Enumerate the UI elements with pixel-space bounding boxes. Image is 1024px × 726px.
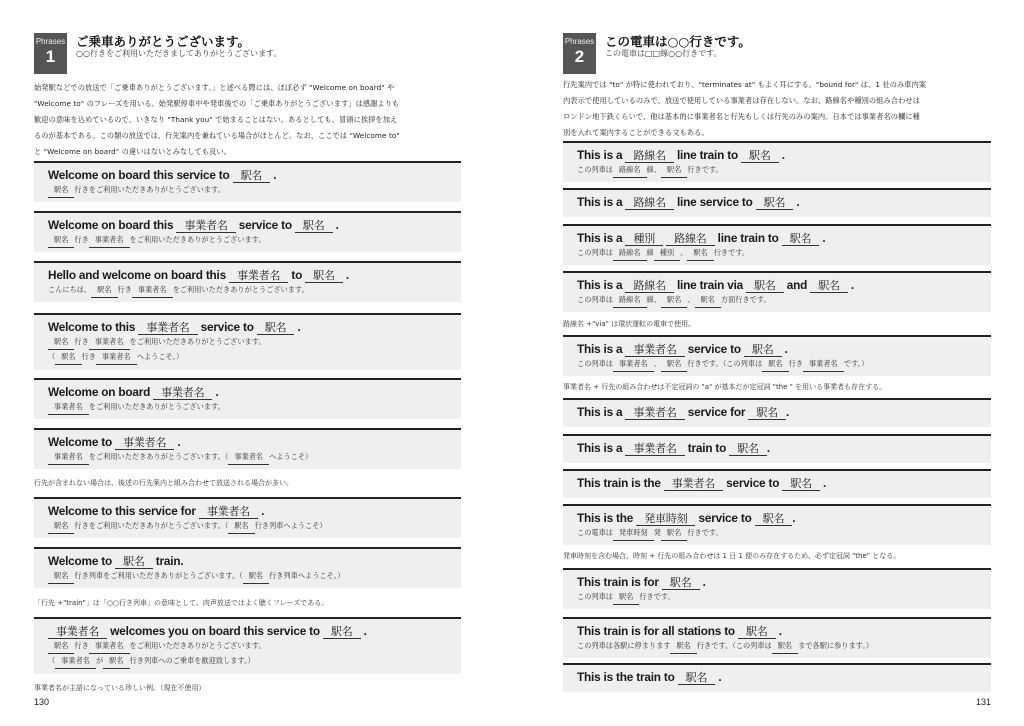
phrase-text: This train is for all stations to: [577, 624, 739, 638]
phrase-text: .: [819, 476, 827, 490]
placeholder-blank: 事業者名: [89, 639, 130, 654]
intro-line: るのが基本である。この類の放送では、行先案内を兼ねている場合がほとんど。なお、ここでは "Welcome to": [34, 131, 400, 140]
japanese-translation: [577, 590, 991, 605]
japanese-translation: [48, 350, 461, 365]
phrase-text: service to: [723, 476, 783, 490]
phrase-text: 行きです。（この列車は: [687, 359, 763, 368]
placeholder-blank: 事業者名: [115, 436, 174, 450]
english-phrase: [577, 624, 991, 639]
phrase-entry: [563, 663, 991, 692]
placeholder-blank: 駅名: [661, 293, 687, 308]
placeholder-blank: 駅名: [305, 269, 343, 283]
placeholder-blank: 事業者名: [625, 442, 684, 456]
english-phrase: [48, 218, 461, 233]
phrase-text: Welcome on board this service to: [48, 168, 233, 182]
note: 事業者名 + 行先の組み合わせは不定冠詞の "a" が基本だが定冠詞 "the " を用いる事業者も存在する。: [563, 383, 887, 391]
placeholder-blank: 事業者名: [199, 505, 258, 519]
phrase-entry: [34, 547, 461, 588]
placeholder-blank: 路線名: [666, 232, 714, 246]
phrase-text: が: [95, 656, 104, 665]
placeholder-blank: 駅名: [661, 526, 687, 541]
intro-line: "Welcome to" のフレーズを用いる。始発駅停車中や発車後での「ご乗車ありがとうございます」は感謝よりも: [34, 99, 400, 108]
placeholder-blank: 駅名: [746, 279, 784, 293]
placeholder-blank: 駅名: [729, 442, 767, 456]
phrase-text: .: [775, 624, 782, 638]
phrase-text: to: [288, 268, 306, 282]
placeholder-blank: 発車時刻: [613, 526, 654, 541]
placeholder-blank: 路線名: [613, 163, 647, 178]
placeholder-blank: 路線名: [625, 149, 673, 163]
phrase-text: 行きです。: [687, 528, 723, 537]
phrase-text: 、: [653, 359, 661, 368]
placeholder-blank: 事業者名: [48, 400, 89, 415]
placeholder-blank: 駅名: [755, 512, 793, 526]
english-phrase: [577, 441, 991, 456]
phrase-subtitle: ○○行きをご利用いただきましてありがとうございます。: [76, 49, 282, 58]
phrase-text: 発: [653, 528, 661, 537]
placeholder-blank: 駅名: [762, 357, 788, 372]
note: 行先が含まれない場合は、後述の行先案内と組み合わせて放送される場合が多い。: [34, 479, 293, 487]
placeholder-blank: 事業者名: [229, 269, 288, 283]
placeholder-blank: 駅名: [48, 519, 74, 534]
english-phrase: [48, 385, 461, 400]
phrase-text: Welcome to this: [48, 320, 139, 334]
phrase-text: へようこそ）: [269, 452, 313, 461]
intro-line: と "Welcome on board" の違いはないとみなしても良い。: [34, 147, 231, 156]
placeholder-blank: 駅名: [687, 246, 713, 261]
english-phrase: [577, 342, 991, 357]
phrase-title: この電車は○○行きです。: [605, 34, 751, 49]
phrase-text: この列車は: [577, 592, 613, 601]
phrase-entry: [563, 398, 991, 427]
placeholder-blank: 事業者名: [664, 477, 723, 491]
phrase-text: This is a: [577, 441, 626, 455]
placeholder-blank: 駅名: [91, 283, 117, 298]
english-phrase: [48, 168, 461, 183]
phrase-text: 行き列車をご利用いただきありがとうございます。（: [74, 571, 243, 580]
placeholder-blank: 駅名: [613, 590, 639, 605]
note: 事業者名が主語になっている珍しい例。（現在不使用）: [34, 684, 206, 692]
phrase-text: 行き: [74, 235, 89, 244]
phrases-badge: [563, 33, 596, 74]
placeholder-blank: 発車時刻: [636, 512, 695, 526]
placeholder-blank: 路線名: [625, 279, 673, 293]
phrase-text: 行き: [117, 285, 132, 294]
phrase-text: service to: [235, 218, 295, 232]
phrase-text: 行きです。: [713, 248, 750, 257]
phrase-entry: [563, 568, 991, 609]
intro-line: 行先案内では "to" が特に使われており、"terminates at" もよく耳にする。"bound for" は、1 社のみ車内案: [563, 80, 927, 89]
placeholder-blank: 駅名: [738, 625, 776, 639]
japanese-translation: [577, 293, 991, 308]
placeholder-blank: 事業者名: [228, 450, 269, 465]
placeholder-blank: 駅名: [48, 233, 74, 248]
phrase-text: をご利用いただきありがとうございます。: [88, 402, 225, 411]
phrase-text: This is a: [577, 405, 626, 419]
phrase-subtitle: この電車は□□線○○行きです。: [605, 49, 722, 58]
phrase-text: line train to: [714, 231, 782, 245]
phrase-text: こんにちは、: [48, 285, 92, 294]
placeholder-blank: 駅名: [678, 671, 716, 685]
english-phrase: [577, 195, 991, 210]
placeholder-blank: 駅名: [756, 196, 794, 210]
intro-line: 始発駅などでの放送で「ご乗車ありがとうございます。」と述べる際には、ほぼ必ず "Welcome on board" や: [34, 83, 395, 92]
japanese-translation: [48, 519, 461, 534]
phrase-text: この列車は各駅に停まります: [577, 641, 671, 650]
phrase-text: この列車は: [577, 248, 613, 257]
phrase-text: をご利用いただきありがとうございます。: [129, 337, 266, 346]
phrase-text: 線、: [646, 295, 661, 304]
phrase-text: をご利用いただきありがとうございます。: [129, 235, 266, 244]
placeholder-blank: 駅名: [48, 639, 74, 654]
phrase-text: line service to: [673, 195, 756, 209]
placeholder-blank: 駅名: [741, 149, 779, 163]
phrase-text: .: [766, 441, 770, 455]
placeholder-blank: 駅名: [48, 335, 74, 350]
phrase-text: This train is the: [577, 476, 664, 490]
phrase-text: .: [785, 405, 790, 419]
phrase-text: .: [699, 575, 706, 589]
placeholder-blank: 駅名: [661, 357, 687, 372]
phrase-text: .: [332, 218, 339, 232]
placeholder-blank: 駅名: [295, 219, 333, 233]
placeholder-blank: 駅名: [115, 555, 153, 569]
placeholder-blank: 駅名: [782, 477, 820, 491]
placeholder-blank: 駅名: [744, 343, 782, 357]
phrase-text: をご利用いただきありがとうございます。（: [88, 452, 229, 461]
phrase-text: この列車は: [577, 295, 613, 304]
phrase-text: Welcome to this service for: [48, 504, 199, 518]
phrase-entry: [34, 261, 461, 302]
phrase-text: .: [778, 148, 785, 162]
placeholder-blank: 駅名: [810, 279, 848, 293]
japanese-translation: [48, 569, 461, 584]
phrase-entry: [563, 434, 991, 463]
japanese-translation: [577, 357, 991, 372]
phrase-text: この電車は: [577, 528, 613, 537]
phrase-entry: [34, 497, 461, 538]
phrase-entry: [563, 504, 991, 545]
badge-label: Phrases: [564, 37, 595, 46]
phrase-text: service to: [695, 511, 755, 525]
phrase-text: 行き: [788, 359, 803, 368]
phrase-text: .: [270, 168, 277, 182]
phrase-entry: [563, 617, 991, 658]
placeholder-blank: 駅名: [48, 569, 74, 584]
phrase-text: This is a: [577, 278, 626, 292]
placeholder-blank: 駅名: [695, 293, 721, 308]
phrase-text: この列車は: [577, 165, 613, 174]
phrase-text: をご利用いただきありがとうございます。: [172, 285, 309, 294]
badge-label: Phrases: [35, 37, 66, 46]
placeholder-blank: 駅名: [323, 625, 361, 639]
japanese-translation: [48, 639, 461, 654]
phrase-entry: [34, 211, 461, 252]
phrase-text: This is a: [577, 342, 626, 356]
phrase-text: 行きです。: [687, 165, 723, 174]
placeholder-blank: 事業者名: [176, 219, 235, 233]
phrase-text: and: [783, 278, 811, 292]
phrase-text: .: [342, 268, 349, 282]
placeholder-blank: 路線名: [613, 246, 647, 261]
phrase-text: です。）: [843, 359, 869, 368]
phrase-text: .: [360, 624, 367, 638]
phrase-entry: [34, 161, 461, 202]
phrase-entry: [34, 617, 461, 674]
phrase-text: line train to: [673, 148, 742, 162]
english-phrase: [577, 148, 991, 163]
phrase-text: 、: [680, 248, 688, 257]
placeholder-blank: 駅名: [103, 654, 129, 669]
phrase-entry: [563, 224, 991, 265]
placeholder-blank: 駅名: [670, 639, 696, 654]
note: 「行先 +"train"」は「○○行き列車」の意味として、肉声放送ではよく聴くフレーズである。: [34, 599, 329, 607]
phrase-text: .: [847, 278, 854, 292]
placeholder-blank: 駅名: [243, 569, 269, 584]
intro-line: ロンドン地下鉄くらいで、他は基本的に事業者名と行先もしくは行先のみの案内。日本では事業者名の欄に種: [563, 112, 920, 121]
phrase-text: 行きをご利用いただきありがとうございます。（: [74, 521, 229, 530]
phrase-text: This train is for: [577, 575, 662, 589]
phrase-text: service for: [684, 405, 749, 419]
phrase-text: 行きです。（この列車は: [696, 641, 772, 650]
english-phrase: [48, 435, 461, 450]
english-phrase: [48, 624, 461, 639]
phrase-entry: [563, 188, 991, 217]
placeholder-blank: 駅名: [55, 350, 81, 365]
phrase-text: This is a: [577, 195, 626, 209]
placeholder-blank: 駅名: [772, 639, 798, 654]
placeholder-blank: 駅名: [782, 232, 820, 246]
english-phrase: [577, 511, 991, 526]
placeholder-blank: 種別: [625, 232, 663, 246]
phrase-text: まで各駅に参ります。）: [798, 641, 874, 650]
placeholder-blank: 事業者名: [89, 233, 130, 248]
phrase-header: [563, 33, 751, 75]
note: 路線名 +"via" は環状運転の電車で使用。: [563, 320, 696, 328]
phrase-text: welcomes you on board this service to: [107, 624, 323, 638]
phrase-text: （: [48, 352, 56, 361]
phrase-text: （: [48, 656, 56, 665]
placeholder-blank: 事業者名: [625, 343, 684, 357]
phrase-text: 行き: [81, 352, 96, 361]
badge-number: 1: [45, 47, 56, 66]
placeholder-blank: 事業者名: [613, 357, 654, 372]
placeholder-blank: 駅名: [257, 321, 295, 335]
phrase-text: .: [258, 504, 265, 518]
phrase-text: This is the train to: [577, 670, 678, 684]
phrase-text: .: [819, 231, 826, 245]
placeholder-blank: 事業者名: [48, 450, 89, 465]
placeholder-blank: 駅名: [662, 576, 700, 590]
phrase-text: train.: [152, 554, 184, 568]
phrase-text: .: [715, 670, 722, 684]
phrase-entry: [34, 428, 461, 469]
english-phrase: [48, 504, 461, 519]
english-phrase: [577, 670, 991, 685]
placeholder-blank: 路線名: [625, 196, 673, 210]
intro-line: 内表示で使用しているのみで、放送で使用している事業者は存在しない。なお、路線名や種別の組み合わせは: [563, 96, 920, 105]
phrase-text: train to: [684, 441, 730, 455]
phrases-badge: [34, 33, 67, 74]
phrase-text: 行き列車へようこそ）: [254, 521, 327, 530]
phrase-text: .: [793, 195, 800, 209]
phrase-text: 、: [687, 295, 695, 304]
phrase-text: .: [781, 342, 788, 356]
phrase-text: Hello and welcome on board this: [48, 268, 230, 282]
phrase-text: .: [792, 511, 796, 525]
phrase-text: line train via: [673, 278, 747, 292]
japanese-translation: [577, 163, 991, 178]
phrase-text: 行き列車へようこそ。）: [269, 571, 345, 580]
phrase-title: ご乗車ありがとうございます。: [76, 34, 251, 49]
placeholder-blank: 事業者名: [153, 386, 212, 400]
phrase-entry: [563, 469, 991, 498]
right-page: [563, 0, 991, 726]
phrase-text: をご利用いただきありがとうございます。: [129, 641, 266, 650]
phrase-text: .: [174, 435, 181, 449]
phrase-text: This is a: [577, 148, 626, 162]
japanese-translation: [48, 283, 461, 298]
placeholder-blank: 事業者名: [96, 350, 137, 365]
english-phrase: [577, 405, 991, 420]
phrase-entry: [563, 271, 991, 312]
left-page: [34, 0, 461, 726]
phrase-text: This is the: [577, 511, 637, 525]
placeholder-blank: 事業者名: [55, 654, 96, 669]
intro-text: [563, 77, 926, 141]
placeholder-blank: 事業者名: [138, 321, 197, 335]
phrase-text: Welcome to: [48, 554, 116, 568]
placeholder-blank: 事業者名: [89, 335, 130, 350]
note: 発車時刻を含む場合、時刻 + 行先の組み合わせは 1 日 1 便のみ存在するため、必ず定冠詞 "the" となる。: [563, 552, 901, 560]
placeholder-blank: 駅名: [661, 163, 687, 178]
phrase-text: 行き: [74, 641, 89, 650]
phrase-text: This is a: [577, 231, 626, 245]
japanese-translation: [577, 639, 991, 654]
intro-line: 歓迎の意味を込めているので、いきなり "Thank you" で始まることはない。あるとしても、冒頭に挨拶を加え: [34, 115, 398, 124]
placeholder-blank: 路線名: [613, 293, 647, 308]
phrase-entry: [34, 313, 461, 370]
english-phrase: [577, 575, 991, 590]
english-phrase: [48, 320, 461, 335]
english-phrase: [577, 231, 991, 246]
japanese-translation: [48, 183, 461, 198]
english-phrase: [48, 268, 461, 283]
phrase-text: Welcome to: [48, 435, 116, 449]
phrase-text: 線、: [646, 165, 661, 174]
phrase-text: この列車は: [577, 359, 613, 368]
phrase-entry: [563, 335, 991, 376]
phrase-header: [34, 33, 281, 75]
japanese-translation: [48, 400, 461, 415]
phrase-text: 行きをご利用いただきありがとうございます。: [74, 185, 225, 194]
placeholder-blank: 事業者名: [132, 283, 173, 298]
japanese-translation: [48, 335, 461, 350]
placeholder-blank: 事業者名: [803, 357, 844, 372]
english-phrase: [577, 476, 991, 491]
phrase-text: 行きです。: [639, 592, 675, 601]
placeholder-blank: 駅名: [48, 183, 74, 198]
intro-text: [34, 80, 400, 160]
badge-number: 2: [574, 47, 585, 66]
english-phrase: [577, 278, 991, 293]
phrase-text: Welcome on board: [48, 385, 154, 399]
japanese-translation: [48, 233, 461, 248]
placeholder-blank: 駅名: [748, 406, 786, 420]
phrase-text: .: [212, 385, 219, 399]
japanese-translation: [48, 450, 461, 465]
phrase-text: 行き列車へのご乗車を歓迎致します。）: [129, 656, 255, 665]
japanese-translation: [577, 246, 991, 261]
phrase-text: 線: [646, 248, 654, 257]
placeholder-blank: 駅名: [228, 519, 254, 534]
phrase-text: .: [294, 320, 301, 334]
phrase-text: service to: [684, 342, 744, 356]
placeholder-blank: 事業者名: [625, 406, 684, 420]
page-number: 130: [34, 697, 50, 707]
phrase-text: 方面行きです。: [720, 295, 771, 304]
placeholder-blank: 駅名: [233, 169, 271, 183]
phrase-text: 行き: [74, 337, 89, 346]
phrase-text: へようこそ。）: [136, 352, 184, 361]
phrase-text: Welcome on board this: [48, 218, 177, 232]
page-number: 131: [975, 697, 991, 707]
phrase-text: service to: [197, 320, 257, 334]
placeholder-blank: 種別: [654, 246, 680, 261]
phrase-entry: [563, 141, 991, 182]
placeholder-blank: 事業者名: [48, 625, 107, 639]
japanese-translation: [577, 526, 991, 541]
english-phrase: [48, 554, 461, 569]
phrase-entry: [34, 378, 461, 419]
intro-line: 別を入れて案内することができる文もある。: [563, 128, 709, 137]
japanese-translation: [48, 654, 461, 669]
